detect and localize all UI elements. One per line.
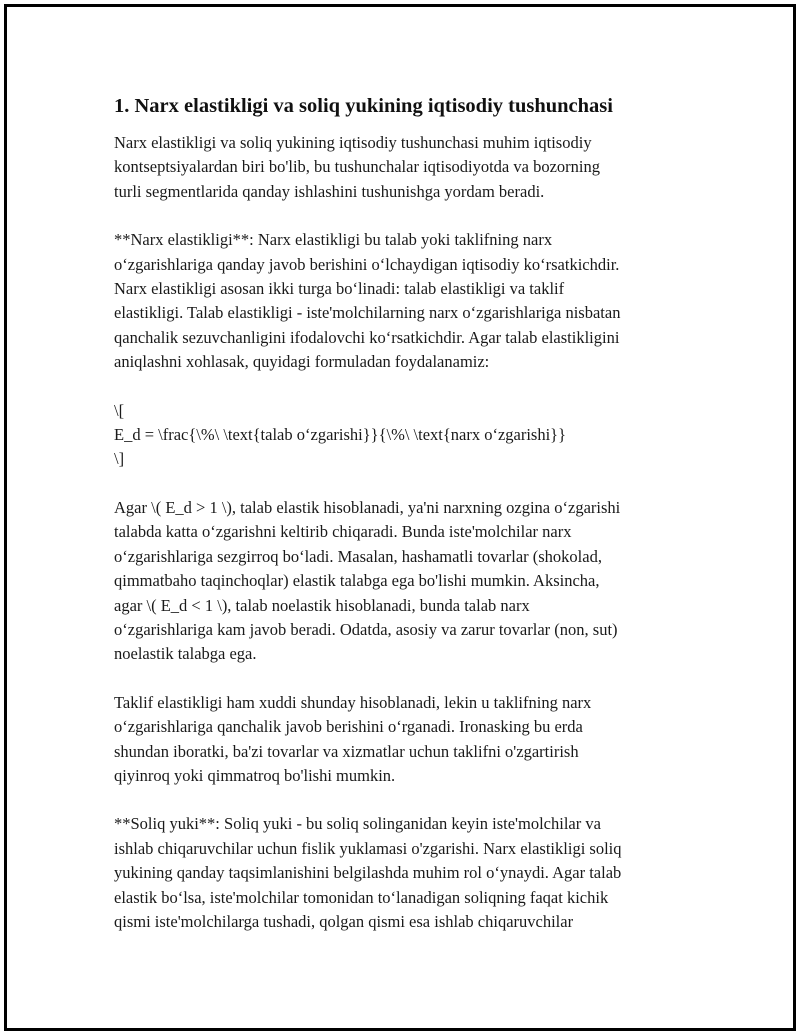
text-line: shundan iboratki, ba'zi tovarlar va xizmatlar uchun taklifni o'zgartirish [114, 741, 579, 761]
section-heading: 1. Narx elastikligi va soliq yukining iqtisodiy tushunchasi [114, 95, 613, 117]
text-line: qismi iste'molchilarga tushadi, qolgan qismi esa ishlab chiqaruvchilar [114, 911, 574, 931]
paragraph-demand-elasticity [114, 496, 694, 667]
text-line: o‘zgarishlariga qanchalik javob berishini o‘rganadi. Ironasking bu erda [114, 717, 583, 737]
formula-line: E_d = \frac{\%\ \text{talab o‘zgarishi}}{\%\ \text{narx o‘zgarishi}} [114, 425, 567, 445]
text-line: o‘zgarishlariga sezgirroq bo‘ladi. Masalan, hashamatli tovarlar (shokolad, [114, 546, 602, 566]
text-line: noelastik talabga ega. [114, 644, 257, 664]
paragraph-formula [114, 399, 694, 472]
text-line: kontseptsiyalardan biri bo'lib, bu tushunchalar iqtisodiyotda va bozorning [114, 157, 600, 177]
text-line: agar \( E_d < 1 \), talab noelastik hisoblanadi, bunda talab narx [114, 595, 530, 615]
formula-line: \[ [114, 400, 125, 420]
text-line: Taklif elastikligi ham xuddi shunday hisoblanadi, lekin u taklifning narx [114, 692, 592, 712]
text-line: o‘zgarishlariga qanday javob berishini o‘lchaydigan iqtisodiy ko‘rsatkichdir. [114, 254, 620, 274]
text-line: Narx elastikligi va soliq yukining iqtisodiy tushunchasi muhim iqtisodiy [114, 133, 592, 152]
text-line: o‘zgarishlariga kam javob beradi. Odatda, asosiy va zarur tovarlar (non, sut) [114, 619, 618, 639]
text-line: **Narx elastikligi**: Narx elastikligi bu talab yoki taklifning narx [114, 230, 553, 250]
text-line: talabda katta o‘zgarishni keltirib chiqaradi. Bunda iste'molchilar narx [114, 522, 572, 542]
text-line: elastikligi. Talab elastikligi - iste'molchilarning narx o‘zgarishlariga nisbatan [114, 303, 621, 323]
text-line: ishlab chiqaruvchilar uchun fislik yuklamasi o'zgarishi. Narx elastikligi soliq [114, 838, 622, 858]
text-line: turli segmentlarida qanday ishlashini tushunishga yordam beradi. [114, 181, 545, 201]
text-line: qimmatbaho taqinchoqlar) elastik talabga ega bo'lishi mumkin. Aksincha, [114, 571, 600, 591]
paragraph-tax-burden [114, 812, 694, 934]
paragraph-price-elasticity [114, 228, 694, 374]
text-line: qanchalik sezuvchanligini ifodalovchi ko‘rsatkichdir. Agar talab elastikligini [114, 327, 620, 347]
text-line: **Soliq yuki**: Soliq yuki - bu soliq solinganidan keyin iste'molchilar va [114, 814, 601, 834]
text-line: qiyinroq yoki qimmatroq bo'lishi mumkin. [114, 765, 396, 785]
text-line: Narx elastikligi asosan ikki turga bo‘linadi: talab elastikligi va taklif [114, 279, 565, 299]
document-body [114, 92, 694, 958]
text-line: elastik bo‘lsa, iste'molchilar tomonidan to‘lanadigan soliqning faqat kichik [114, 887, 609, 907]
paragraph-intro [114, 131, 694, 204]
text-line: aniqlashni xohlasak, quyidagi formuladan foydalanamiz: [114, 352, 490, 372]
paragraph-supply-elasticity [114, 691, 694, 789]
text-line: yukining qanday taqsimlanishini belgilashda muhim rol o‘ynaydi. Agar talab [114, 863, 622, 883]
text-line: Agar \( E_d > 1 \), talab elastik hisoblanadi, ya'ni narxning ozgina o‘zgarishi [114, 497, 621, 517]
formula-line: \] [114, 449, 125, 469]
